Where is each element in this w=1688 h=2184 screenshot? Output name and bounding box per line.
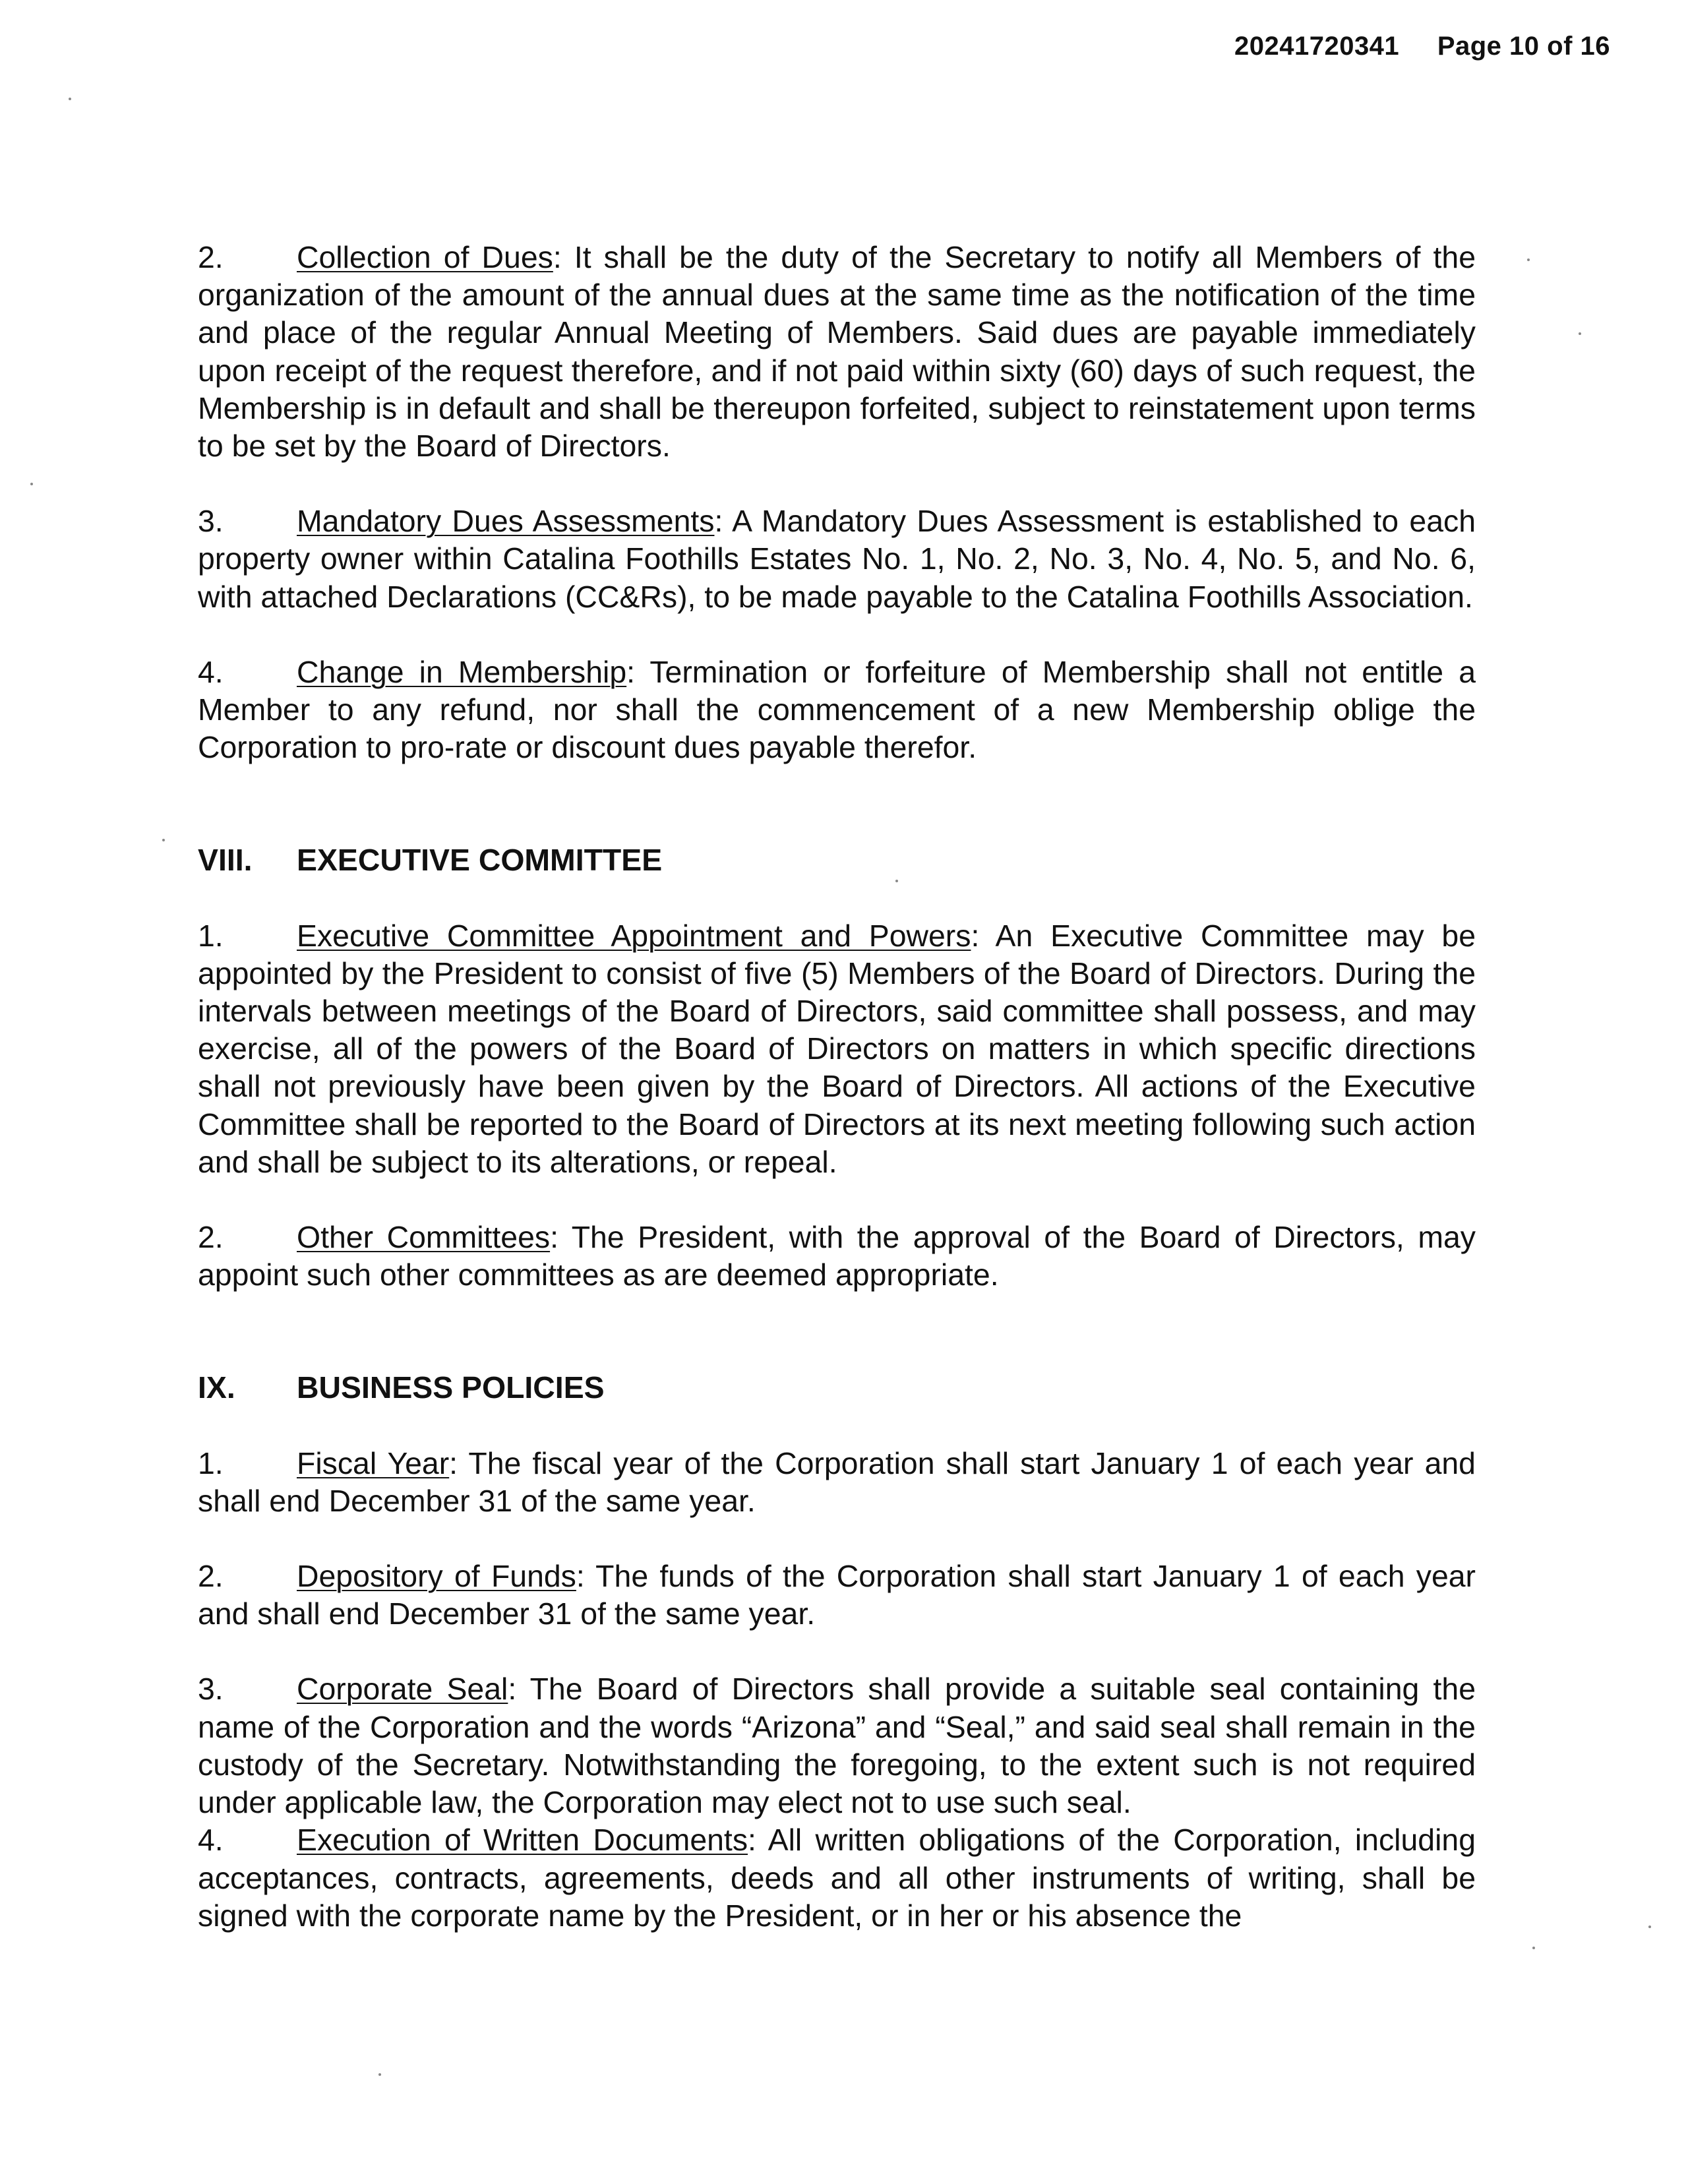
paragraph-depository-of-funds (198, 1558, 1476, 1633)
document-id: 20241720341 (1234, 32, 1400, 61)
paragraph-number: 1. (198, 1445, 224, 1480)
paragraph-number: 4. (198, 654, 224, 689)
paragraph-title: Execution of Written Documents (297, 1823, 748, 1858)
paragraph-text: : The funds of the Corporation shall start January 1 of each year and shall end December 31 of the same year. (198, 1559, 1476, 1631)
scan-speck (162, 839, 165, 841)
scan-speck (895, 880, 898, 882)
paragraph-text: : A Mandatory Dues Assessment is established to each property owner within Catalina Foothills Estates No. 1, No. 2, No. 3, No. 4, No. 5, and No. 6, with attached Declarations (CC&Rs), to be made payable to the Catalina Foothills Association. (198, 504, 1476, 614)
paragraph-title: Fiscal Year (297, 1445, 450, 1480)
paragraph-text: : All written obligations of the Corporation, including acceptances, contracts, agreements, deeds and all other instruments of writing, shall be signed with the corporate name by the President, or in her or his absence the (198, 1823, 1476, 1933)
section-heading-business-policies (198, 1369, 1476, 1407)
paragraph-execution-of-written-documents (198, 1821, 1476, 1935)
paragraph-corporate-seal (198, 1670, 1476, 1821)
paragraph-title: Mandatory Dues Assessments (297, 504, 715, 539)
section-number: IX. (198, 1370, 235, 1405)
paragraph-number: 2. (198, 1220, 224, 1255)
paragraph-fiscal-year (198, 1445, 1476, 1520)
scan-speck (30, 483, 33, 485)
paragraph-text: : The Board of Directors shall provide a suitable seal containing the name of the Corporation and the words “Arizona” and “Seal,” and said seal shall remain in the custody of the Secretary. Notwithstanding the foregoing, to the extent such is not required under applicable law, the Corporation may elect not to use such seal. (198, 1672, 1476, 1820)
paragraph-text: : It shall be the duty of the Secretary to notify all Members of the organization of the amount of the annual dues at the same time as the notification of the time and place of the regular Annual Meeting of Members. Said dues are payable immediately upon receipt of the request therefore, and if not paid within sixty (60) days of such request, the Membership is in default and shall be thereupon forfeited, subject to reinstatement upon terms to be set by the Board of Directors. (198, 240, 1476, 464)
paragraph-number: 2. (198, 240, 224, 274)
paragraph-text: : The fiscal year of the Corporation shall start January 1 of each year and shall end December 31 of the same year. (198, 1445, 1476, 1518)
paragraph-title: Collection of Dues (297, 240, 553, 274)
section-title: BUSINESS POLICIES (297, 1370, 605, 1405)
paragraph-text: : An Executive Committee may be appointed by the President to consist of five (5) Members of the Board of Directors. During the intervals between meetings of the Board of Directors, said committee shall possess, and may exercise, all of the powers of the Board of Directors on matters in which specific directions shall not previously have been given by the Board of Directors. All actions of the Executive Committee shall be reported to the Board of Directors at its next meeting following such action and shall be subject to its alterations, or repeal. (198, 918, 1476, 1179)
section-title: EXECUTIVE COMMITTEE (297, 843, 663, 878)
scan-speck (1532, 1947, 1535, 1949)
paragraph-collection-of-dues (198, 239, 1476, 465)
paragraph-text: : The President, with the approval of the Board of Directors, may appoint such other committees as are deemed appropriate. (198, 1220, 1476, 1292)
paragraph-title: Other Committees (297, 1220, 551, 1255)
paragraph-executive-committee-powers (198, 917, 1476, 1181)
section-heading-executive-committee (198, 841, 1476, 879)
page-number: Page 10 of 16 (1437, 32, 1610, 61)
document-body (198, 239, 1476, 1935)
paragraph-number: 3. (198, 1672, 224, 1707)
scan-speck (69, 98, 71, 100)
paragraph-title: Executive Committee Appointment and Powers (297, 918, 971, 953)
paragraph-change-in-membership (198, 653, 1476, 767)
scan-speck (1579, 332, 1581, 335)
paragraph-title: Corporate Seal (297, 1672, 508, 1707)
section-number: VIII. (198, 843, 253, 878)
paragraph-number: 1. (198, 918, 224, 953)
paragraph-title: Change in Membership (297, 654, 627, 689)
paragraph-number: 2. (198, 1559, 224, 1594)
paragraph-number: 3. (198, 504, 224, 539)
paragraph-text: : Termination or forfeiture of Membership shall not entitle a Member to any refund, nor shall the commencement of a new Membership oblige the Corporation to pro-rate or discount dues payable therefor. (198, 654, 1476, 765)
page-header (1234, 32, 1610, 61)
scan-speck (378, 2073, 381, 2076)
paragraph-title: Depository of Funds (297, 1559, 576, 1594)
scan-speck (1648, 1926, 1651, 1928)
paragraph-mandatory-dues-assessments (198, 502, 1476, 616)
paragraph-other-committees (198, 1219, 1476, 1294)
paragraph-number: 4. (198, 1823, 224, 1858)
scan-speck (1527, 258, 1530, 261)
